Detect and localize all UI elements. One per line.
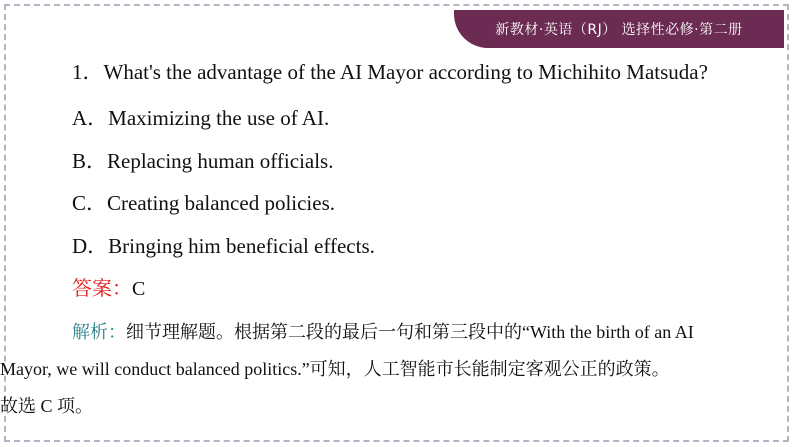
option-text: Maximizing the use of AI.	[108, 106, 330, 130]
analysis-text-1: 细节理解题。根据第二段的最后一句和第三段中的“With the birth of an AI	[126, 322, 694, 342]
analysis-line-2: Mayor, we will conduct balanced politics.”可知，人工智能市长能制定客观公正的政策。	[0, 359, 670, 379]
answer-value: C	[132, 278, 146, 300]
option-c	[72, 187, 335, 217]
analysis-line-1	[72, 314, 778, 351]
option-b	[72, 145, 333, 175]
option-letter: D．	[72, 234, 109, 258]
option-text: Creating balanced policies.	[107, 191, 336, 215]
header-banner	[454, 10, 784, 48]
answer-label: 答案：	[72, 276, 132, 300]
answer-line	[72, 272, 145, 301]
option-d	[72, 230, 375, 260]
banner-text: 新教材·英语（RJ） 选择性必修·第二册	[495, 22, 743, 38]
option-text: Bringing him beneficial effects.	[108, 234, 375, 258]
question-number: 1．	[72, 60, 104, 84]
question-text: What's the advantage of the AI Mayor according to Michihito Matsuda?	[103, 60, 708, 84]
option-letter: C．	[72, 191, 108, 215]
option-letter: A．	[72, 106, 109, 130]
option-a	[72, 102, 329, 132]
question-stem	[72, 58, 708, 86]
option-letter: B．	[72, 149, 108, 173]
option-text: Replacing human officials.	[107, 149, 334, 173]
analysis-label: 解析：	[72, 322, 126, 343]
analysis-block	[0, 314, 778, 425]
analysis-line-3: 故选 C 项。	[0, 396, 94, 416]
